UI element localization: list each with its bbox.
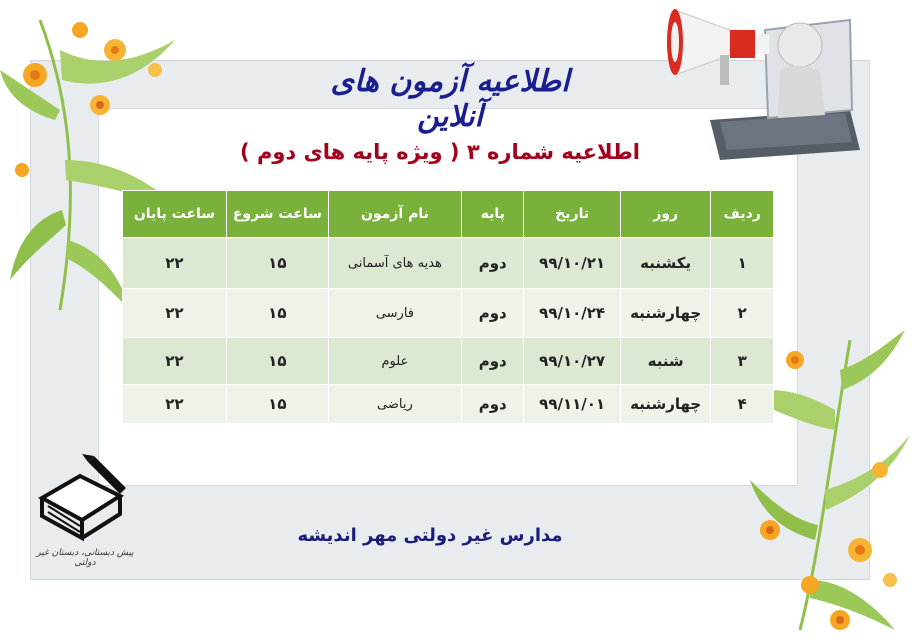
cell-row-number: ۲ [711, 289, 774, 338]
cell-start-time: ۱۵ [226, 385, 328, 424]
cell-end-time: ۲۲ [123, 338, 227, 385]
table-header-row [123, 191, 774, 238]
cell-grade: دوم [462, 338, 524, 385]
table-row [123, 238, 774, 289]
megaphone-laptop-illustration [660, 0, 860, 170]
cell-date: ۹۹/۱۰/۲۱ [524, 238, 620, 289]
col-header-row-number: ردیف [711, 191, 774, 238]
cell-start-time: ۱۵ [226, 289, 328, 338]
cell-day: شنبه [620, 338, 711, 385]
cell-grade: دوم [462, 385, 524, 424]
col-header-exam-name: نام آزمون [328, 191, 461, 238]
cell-row-number: ۱ [711, 238, 774, 289]
cell-end-time: ۲۲ [123, 385, 227, 424]
table-row [123, 289, 774, 338]
cell-date: ۹۹/۱۱/۰۱ [524, 385, 620, 424]
col-header-start-time: ساعت شروع [226, 191, 328, 238]
logo-book-pen-icon [32, 448, 128, 544]
cell-row-number: ۴ [711, 385, 774, 424]
cell-exam-name: ریاضی [328, 385, 461, 424]
cell-exam-name: هدیه های آسمانی [328, 238, 461, 289]
table-row [123, 338, 774, 385]
col-header-grade: پایه [462, 191, 524, 238]
footer-school-name: مدارس غیر دولتی مهر اندیشه [297, 525, 563, 546]
cell-end-time: ۲۲ [123, 238, 227, 289]
cell-day: یکشنبه [620, 238, 711, 289]
page-title: اطلاعیه آزمون های آنلاین [330, 64, 570, 134]
announcement-subtitle: اطلاعیه شماره ۳ ( ویژه پایه های دوم ) [240, 140, 640, 164]
cell-day: چهارشنبه [620, 289, 711, 338]
cell-day: چهارشنبه [620, 385, 711, 424]
cell-end-time: ۲۲ [123, 289, 227, 338]
logo-caption: پیش دبستانی، دبستان غیر دولتی [36, 548, 134, 568]
cell-exam-name: علوم [328, 338, 461, 385]
table-row [123, 385, 774, 424]
cell-grade: دوم [462, 238, 524, 289]
cell-start-time: ۱۵ [226, 238, 328, 289]
exam-schedule-table [122, 190, 774, 424]
cell-start-time: ۱۵ [226, 338, 328, 385]
col-header-date: تاریخ [524, 191, 620, 238]
cell-date: ۹۹/۱۰/۲۴ [524, 289, 620, 338]
cell-row-number: ۳ [711, 338, 774, 385]
cell-grade: دوم [462, 289, 524, 338]
col-header-day: روز [620, 191, 711, 238]
col-header-end-time: ساعت پایان [123, 191, 227, 238]
cell-date: ۹۹/۱۰/۲۷ [524, 338, 620, 385]
cell-exam-name: فارسی [328, 289, 461, 338]
